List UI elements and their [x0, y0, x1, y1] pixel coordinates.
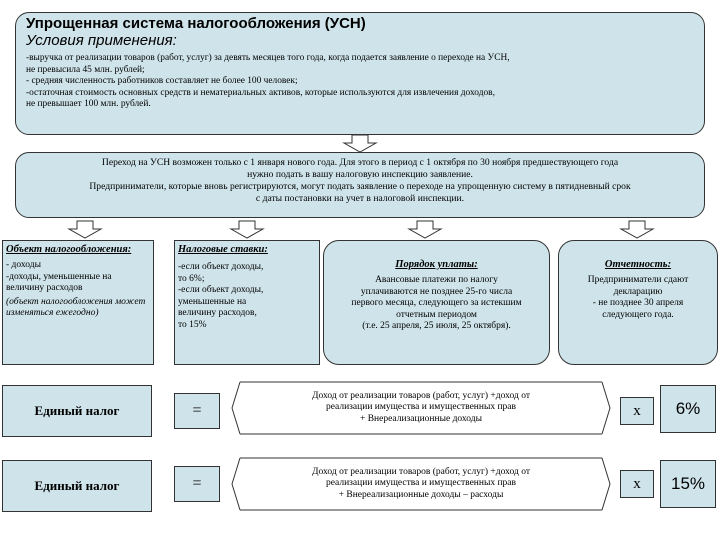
rates-line: то 15%	[178, 319, 207, 330]
payment-line: Авансовые платежи по налогу	[375, 275, 498, 285]
transition-line: с даты постановки на учет в налоговой инспекции.	[255, 193, 465, 204]
equals-sign: =	[174, 466, 220, 502]
reporting-line: - не позднее 30 апреля	[592, 298, 684, 308]
transition-box	[15, 152, 705, 218]
formula-frame-1	[232, 380, 610, 436]
condition-line: не превысила 45 млн. рублей;	[26, 64, 145, 75]
equals-sign: =	[174, 393, 220, 429]
rates-line: уменьшенные на	[178, 296, 247, 307]
rates-line: величину расходов,	[178, 308, 257, 318]
object-line: -доходы, уменьшенные на величину расходов	[6, 271, 112, 293]
transition-line: нужно подать в вашу налоговую инспекцию заявление.	[247, 169, 473, 180]
multiply-sign: x	[620, 397, 654, 425]
multiply-sign: x	[620, 470, 654, 498]
condition-line: -выручка от реализации товаров (работ, услуг) за девять месяцев того года, когда подается заявление о переходе на УСН,	[26, 53, 510, 63]
condition-line: - средняя численность работников составляет не более 100 человек;	[26, 76, 298, 86]
down-arrow-icon	[340, 135, 380, 153]
formula-frame-2	[232, 456, 610, 512]
formula-line: реализации имущества и имущественных прав	[325, 478, 517, 489]
payment-line: уплачиваются не позднее 25-го числа	[360, 286, 513, 297]
payment-heading: Порядок уплаты:	[395, 259, 478, 270]
rates-line: то 6%;	[178, 273, 205, 284]
payment-line: первого месяца, следующего за истекшим	[351, 298, 522, 308]
rates-line: -если объект доходы,	[178, 285, 264, 295]
object-line: - доходы	[6, 260, 41, 270]
object-card	[2, 240, 154, 365]
single-tax-label: Единый налог	[2, 385, 152, 437]
down-arrow-icon	[65, 221, 105, 239]
transition-line: Предприниматели, которые вновь регистрируются, могут подать заявление о переходе на упрощенную систему в пятидневный срок	[89, 181, 631, 192]
down-arrow-icon	[227, 221, 267, 239]
formula-line: + Внереализационные доходы	[359, 413, 483, 424]
formula-line: Доход от реализации товаров (работ, услуг) +доход от	[312, 466, 530, 477]
rates-card	[174, 240, 320, 365]
reporting-line: декларацию	[613, 286, 663, 297]
single-tax-label: Единый налог	[2, 460, 152, 512]
formula-line: реализации имущества и имущественных прав	[325, 402, 517, 413]
rates-heading: Налоговые ставки:	[178, 244, 268, 255]
object-heading: Объект налогообложения:	[6, 244, 132, 255]
down-arrow-icon	[617, 221, 657, 239]
object-note: (объект налогообложения может изменяться ежегодно)	[6, 296, 146, 318]
payment-line: отчетным периодом	[396, 309, 477, 320]
rates-line: -если объект доходы,	[178, 262, 264, 272]
formula-line: Доход от реализации товаров (работ, услуг) +доход от	[312, 390, 530, 401]
conditions-subtitle: Условия применения:	[26, 32, 177, 49]
reporting-line: Предприниматели сдают	[587, 275, 689, 285]
rate-6-percent: 6%	[660, 385, 716, 433]
conditions-box	[15, 12, 705, 135]
rate-15-percent: 15%	[660, 460, 716, 508]
reporting-heading: Отчетность:	[604, 259, 672, 270]
condition-line: -остаточная стоимость основных средств и нематериальных активов, которые используются для извлечения доходов,	[26, 87, 495, 98]
condition-line: не превышает 100 млн. рублей.	[26, 99, 151, 109]
reporting-card	[558, 240, 718, 365]
payment-card	[323, 240, 550, 365]
page-title: Упрощенная система налогообложения (УСН)	[26, 15, 366, 32]
payment-line: (т.е. 25 апреля, 25 июля, 25 октября).	[362, 321, 511, 331]
reporting-line: следующего года.	[602, 309, 674, 320]
down-arrow-icon	[405, 221, 445, 239]
formula-line: + Внереализационные доходы – расходы	[338, 489, 504, 500]
transition-line: Переход на УСН возможен только с 1 января нового года. Для этого в период с 1 октября по 30 ноября предшествующего года	[101, 157, 619, 168]
